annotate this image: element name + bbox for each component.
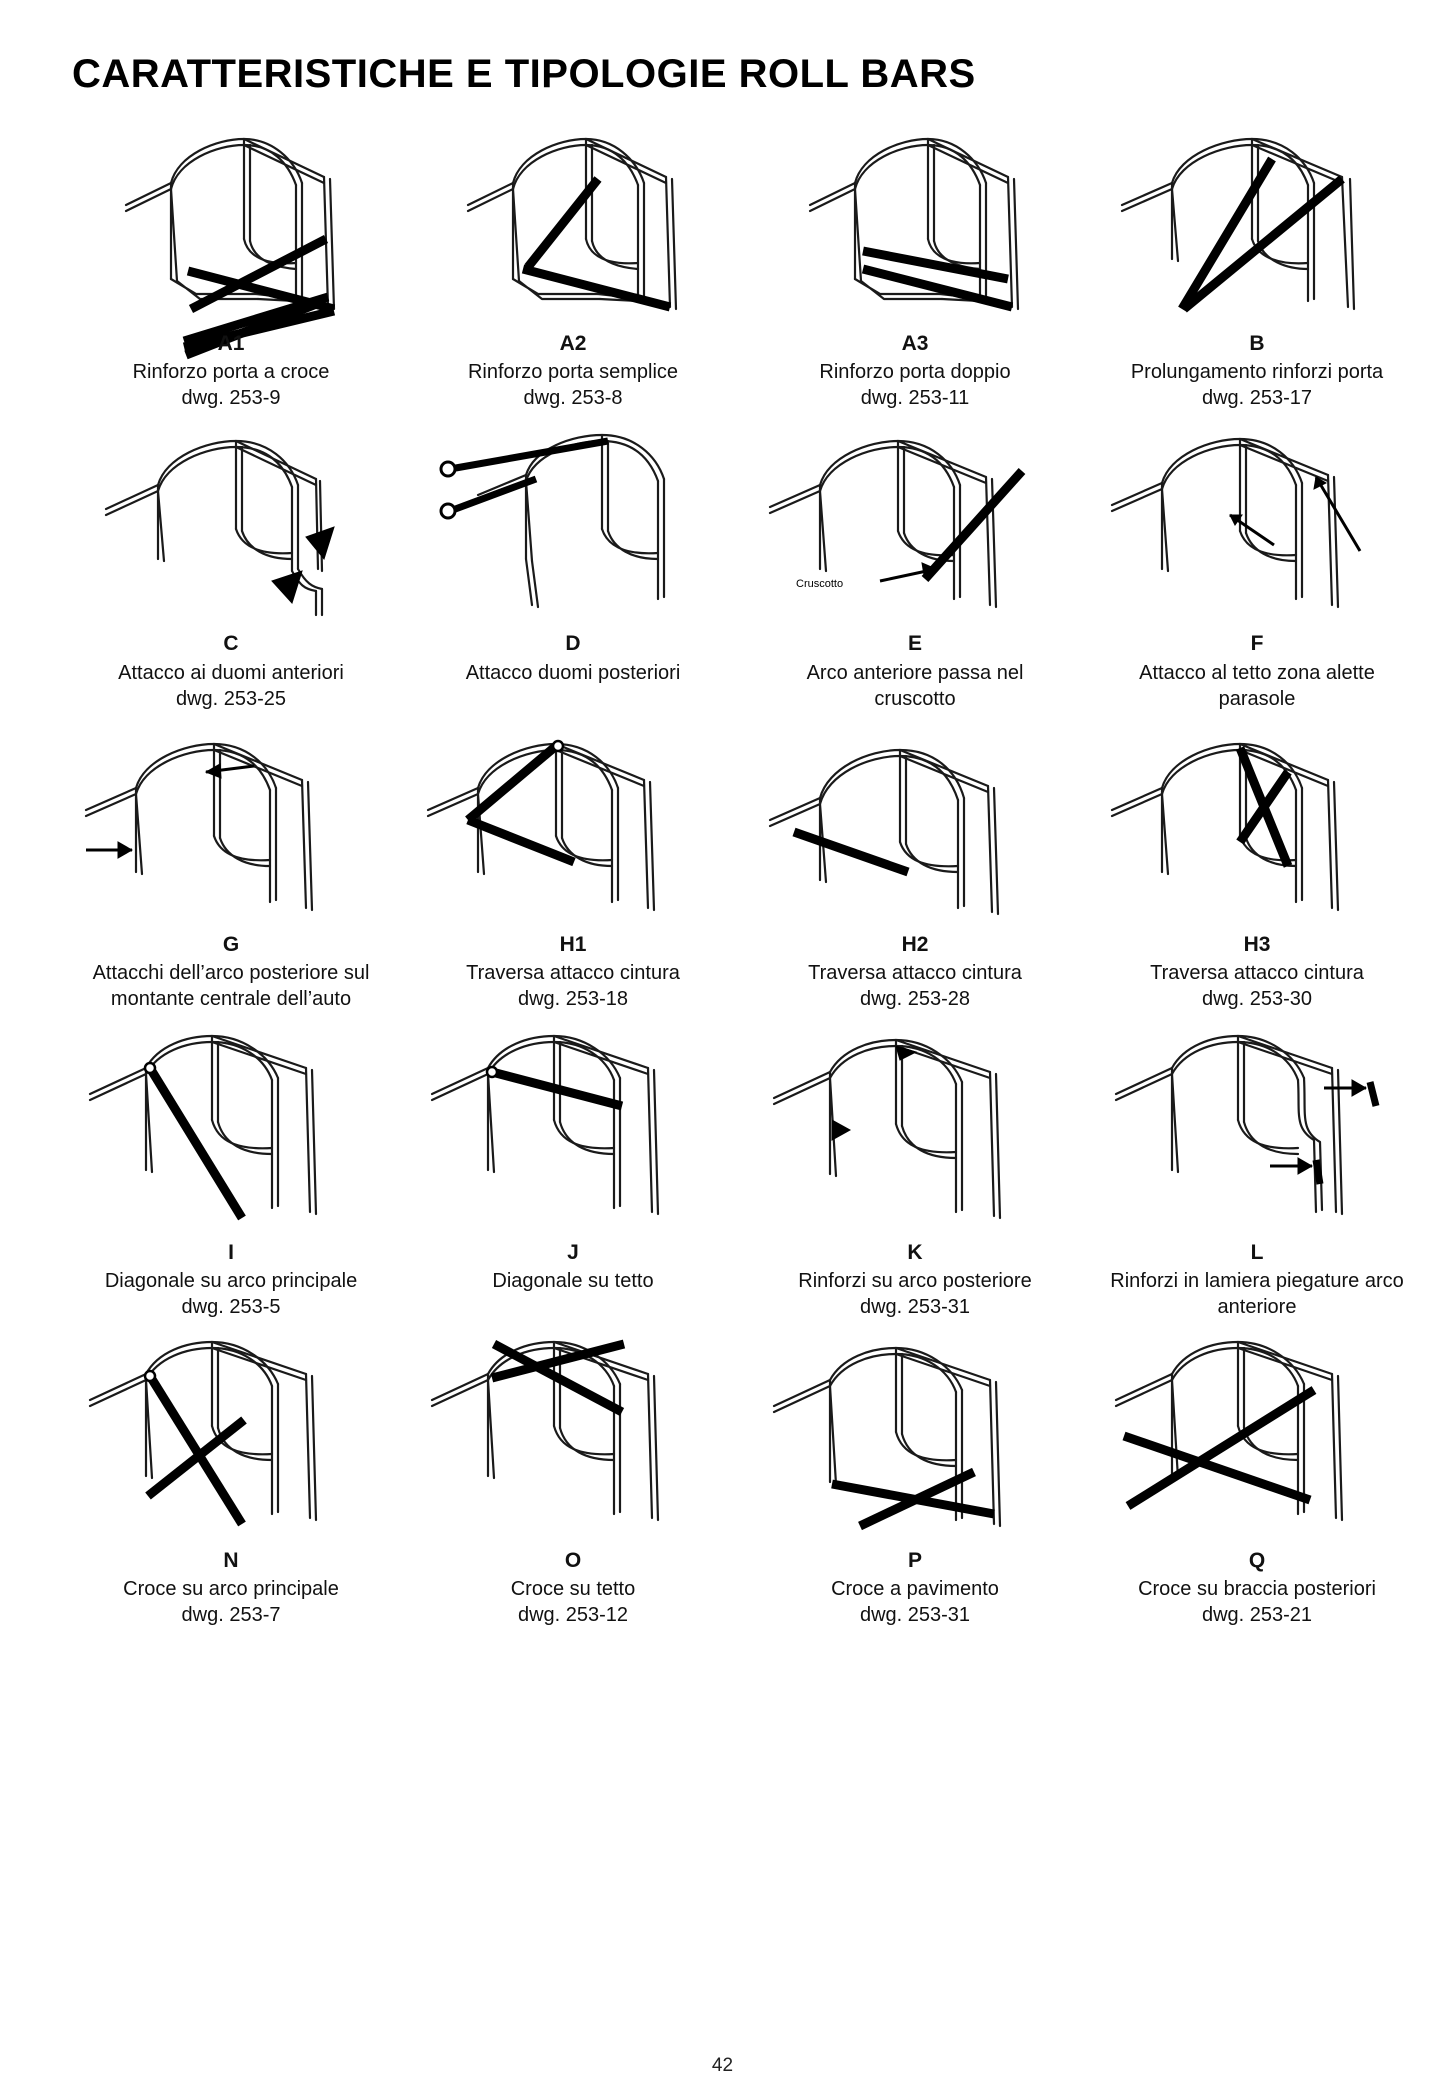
figure-dwg: dwg. 253-30 [1201, 987, 1313, 1010]
figure-dwg: dwg. 253-31 [859, 1296, 971, 1318]
figure-dwg: dwg. 253-8 [523, 387, 623, 410]
figure-code: A3 [901, 332, 929, 355]
figure-desc: Attacco al tetto zona alette parasole [1139, 661, 1375, 710]
diagram-a3 [750, 119, 1080, 329]
figure-code: L [1250, 1240, 1264, 1264]
figure-dwg: dwg. 253-5 [181, 1296, 281, 1318]
figure-desc: Rinforzo porta a croce [132, 361, 330, 384]
figure-cell-a3 [744, 119, 1086, 419]
figure-cell-k [744, 1020, 1086, 1328]
diagram-l [1092, 1020, 1422, 1238]
figure-desc: Traversa attacco cintura [1150, 961, 1364, 984]
figure-code: A1 [217, 332, 245, 355]
figure-cell-f [1086, 419, 1428, 719]
document-page [0, 52, 1445, 2095]
figure-code: C [223, 632, 239, 656]
figure-code: J [567, 1240, 579, 1264]
figure-desc: Traversa attacco cintura [808, 961, 1022, 984]
figure-desc: Croce su braccia posteriori [1138, 1578, 1376, 1601]
figure-dwg: dwg. 253-28 [859, 987, 971, 1010]
figure-code: N [223, 1549, 239, 1572]
figure-code: B [1249, 332, 1265, 355]
figure-cell-e [744, 419, 1086, 719]
figure-code: O [564, 1549, 582, 1572]
figure-code: H2 [901, 932, 929, 956]
diagram-g [66, 720, 396, 930]
page-number: 42 [711, 2055, 734, 2076]
figure-desc: Rinforzi su arco posteriore [798, 1270, 1032, 1292]
figure-desc: Attacco duomi posteriori [465, 661, 681, 684]
figure-desc: Croce su tetto [510, 1578, 636, 1601]
figure-grid [60, 119, 1404, 1636]
diagram-k [750, 1020, 1080, 1238]
figure-cell-b [1086, 119, 1428, 419]
figure-dwg: dwg. 253-12 [517, 1604, 629, 1627]
diagram-n [66, 1328, 396, 1546]
diagram-o [408, 1328, 738, 1546]
diagram-d [408, 419, 738, 629]
figure-desc: Arco anteriore passa nel cruscotto [806, 661, 1024, 710]
figure-cell-p [744, 1328, 1086, 1636]
figure-dwg: dwg. 253-11 [860, 387, 970, 410]
diagram-q [1092, 1328, 1422, 1546]
diagram-i [66, 1020, 396, 1238]
figure-cell-h2 [744, 720, 1086, 1020]
figure-code: A2 [559, 332, 587, 355]
figure-dwg: dwg. 253-9 [181, 387, 281, 410]
diagram-b [1092, 119, 1422, 329]
diagram-h2 [750, 720, 1080, 930]
figure-cell-h1 [402, 720, 744, 1020]
figure-desc: Rinforzo porta doppio [819, 361, 1011, 384]
page-title: CARATTERISTICHE E TIPOLOGIE ROLL BARS [72, 52, 976, 96]
figure-cell-i [60, 1020, 402, 1328]
diagram-e [750, 419, 1080, 629]
diagram-p [750, 1328, 1080, 1546]
figure-cell-c [60, 419, 402, 719]
figure-dwg: dwg. 253-18 [517, 987, 629, 1010]
figure-dwg: dwg. 253-7 [181, 1604, 281, 1627]
figure-code: I [228, 1240, 234, 1264]
diagram-j [408, 1020, 738, 1238]
figure-code: G [222, 932, 240, 956]
figure-code: K [907, 1240, 923, 1264]
figure-code: F [1250, 632, 1264, 656]
cruscotto-label: Cruscotto [796, 578, 844, 591]
figure-code: Q [1248, 1549, 1266, 1572]
diagram-c [66, 419, 396, 629]
diagram-a1 [66, 119, 396, 329]
figure-desc: Prolungamento rinforzi porta [1130, 361, 1384, 384]
figure-cell-q [1086, 1328, 1428, 1636]
figure-cell-h3 [1086, 720, 1428, 1020]
figure-cell-d [402, 419, 744, 719]
figure-code: P [907, 1549, 922, 1572]
figure-code: E [907, 632, 922, 656]
figure-desc: Attacco ai duomi anteriori [118, 661, 344, 684]
figure-cell-g [60, 720, 402, 1020]
figure-desc: Rinforzo porta semplice [467, 361, 679, 384]
figure-desc: Rinforzi in lamiera piegature arco anteriore [1110, 1270, 1404, 1318]
diagram-f [1092, 419, 1422, 629]
figure-cell-a1 [60, 119, 402, 419]
figure-cell-l [1086, 1020, 1428, 1328]
figure-cell-n [60, 1328, 402, 1636]
diagram-h1 [408, 720, 738, 930]
figure-desc: Attacchi dell’arco posteriore sul montante centrale dell’auto [92, 961, 370, 1010]
figure-dwg: dwg. 253-25 [175, 687, 287, 710]
figure-code: H3 [1243, 932, 1271, 956]
figure-desc: Diagonale su arco principale [104, 1270, 358, 1292]
figure-dwg: dwg. 253-31 [859, 1604, 971, 1627]
diagram-a2 [408, 119, 738, 329]
figure-cell-a2 [402, 119, 744, 419]
diagram-h3 [1092, 720, 1422, 930]
figure-dwg: dwg. 253-17 [1201, 387, 1313, 410]
figure-desc: Traversa attacco cintura [466, 961, 680, 984]
figure-dwg: dwg. 253-21 [1201, 1604, 1313, 1627]
figure-cell-j [402, 1020, 744, 1328]
figure-desc: Diagonale su tetto [492, 1270, 654, 1292]
figure-cell-o [402, 1328, 744, 1636]
figure-desc: Croce a pavimento [831, 1578, 999, 1601]
figure-code: H1 [559, 932, 587, 956]
figure-desc: Croce su arco principale [123, 1578, 339, 1601]
figure-code: D [565, 632, 581, 656]
